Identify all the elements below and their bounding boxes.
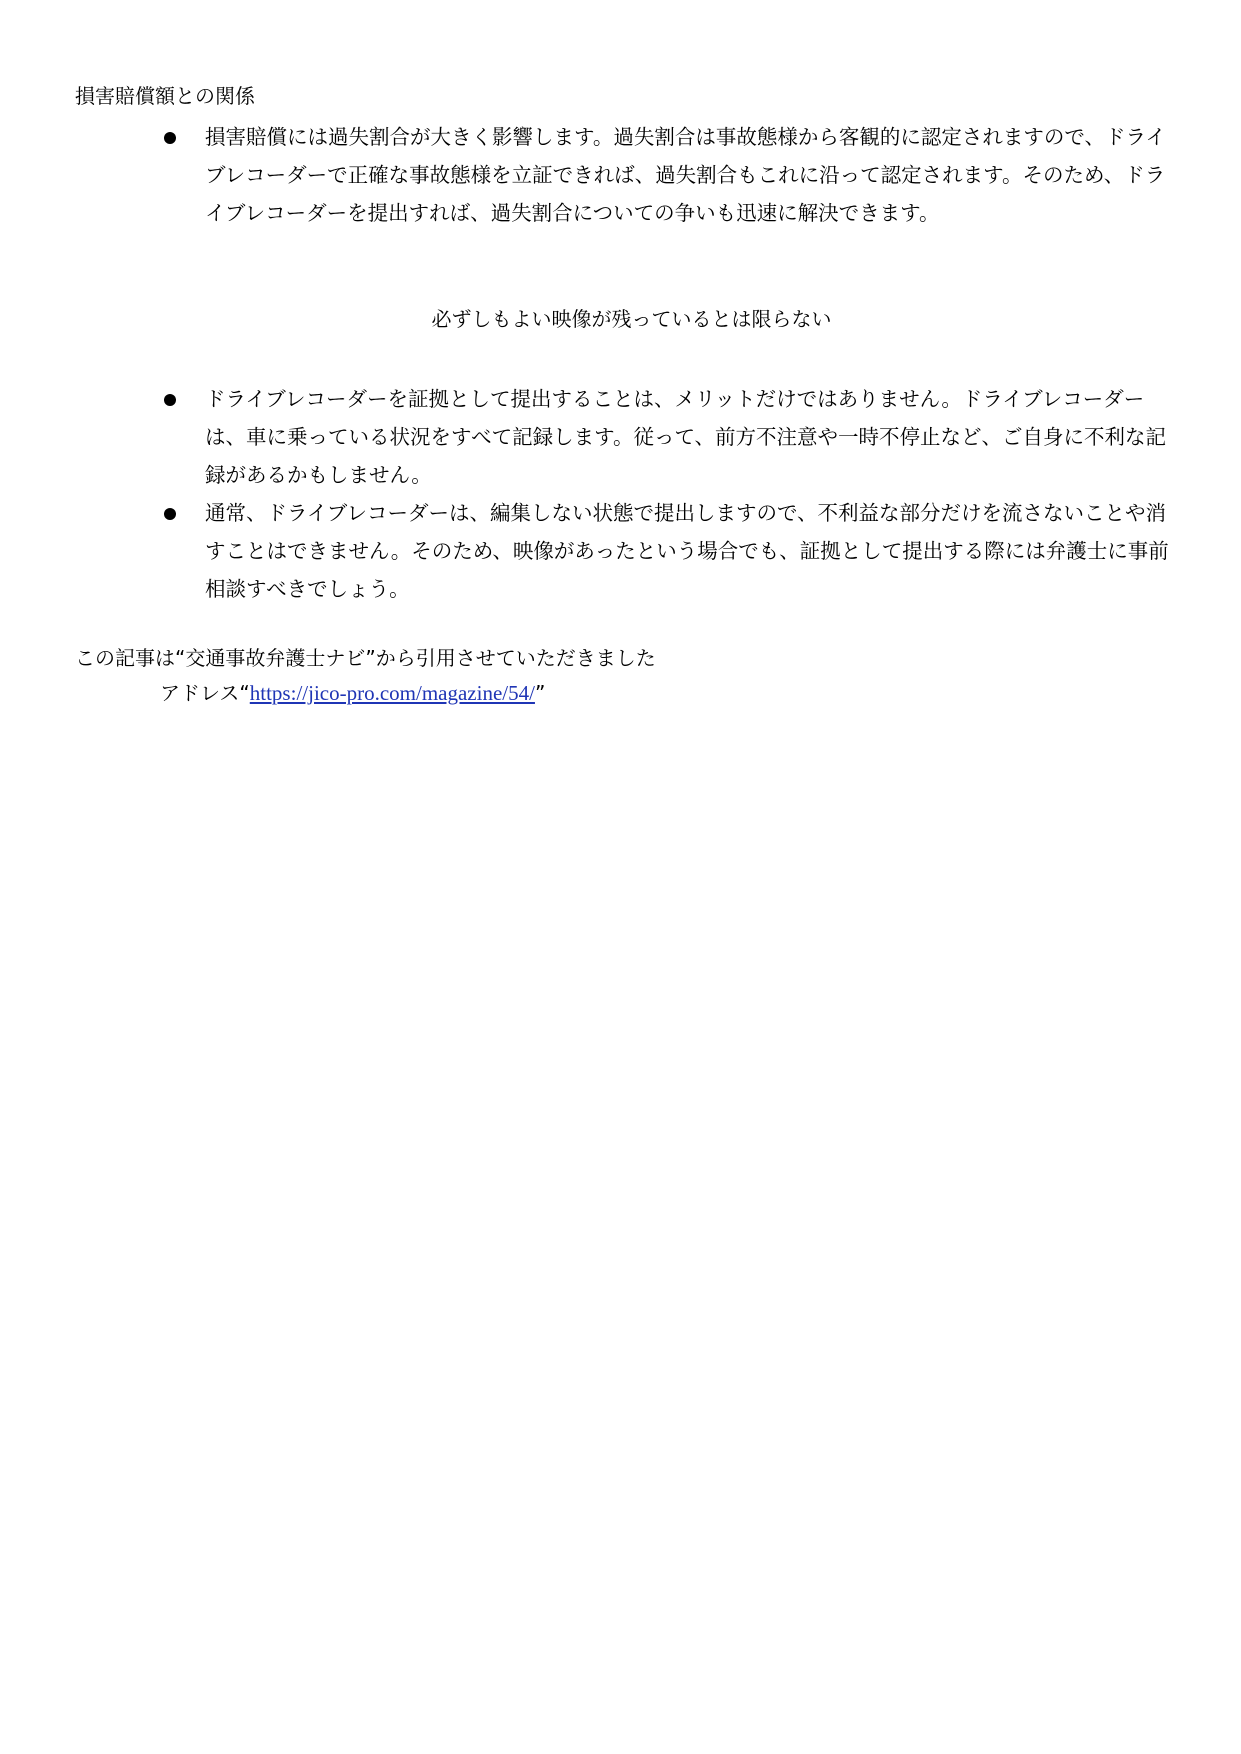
- bullet-list-damages: [160, 118, 1170, 232]
- list-item: [160, 494, 1170, 608]
- bullet-list-video: [160, 380, 1170, 608]
- list-item-text: 通常、ドライブレコーダーは、編集しない状態で提出しますので、不利益な部分だけを流さないことや消すことはできません。そのため、映像があったという場合でも、証拠として提出する際には弁護士に事前相談すべきでしょう。: [205, 501, 1169, 601]
- section-heading: 損害賠償額との関係: [75, 84, 255, 108]
- source-link[interactable]: https://jico-pro.com/magazine/54/: [249, 681, 535, 705]
- citation-note: この記事は“交通事故弁護士ナビ”から引用させていただきました: [75, 646, 656, 670]
- bullet-dot-icon: [164, 508, 176, 520]
- list-item-text: ドライブレコーダーを証拠として提出することは、メリットだけではありません。ドライブレコーダーは、車に乗っている状況をすべて記録します。従って、前方不注意や一時不停止など、ご自身に不利な記録があるかもしません。: [205, 387, 1167, 487]
- list-item: [160, 380, 1170, 494]
- list-item-text: 損害賠償には過失割合が大きく影響します。過失割合は事故態様から客観的に認定されますので、ドライブレコーダーで正確な事故態様を立証できれば、過失割合もこれに沿って認定されます。そのため、ドライブレコーダーを提出すれば、過失割合についての争いも迅速に解決できます。: [205, 125, 1166, 225]
- bullet-dot-icon: [164, 132, 176, 144]
- list-item: [160, 118, 1170, 232]
- address-prefix: アドレス“: [160, 681, 250, 705]
- source-address: [160, 678, 545, 708]
- address-suffix: ”: [534, 681, 546, 705]
- bullet-dot-icon: [164, 394, 176, 406]
- centered-subheading: 必ずしもよい映像が残っているとは限らない: [431, 307, 832, 331]
